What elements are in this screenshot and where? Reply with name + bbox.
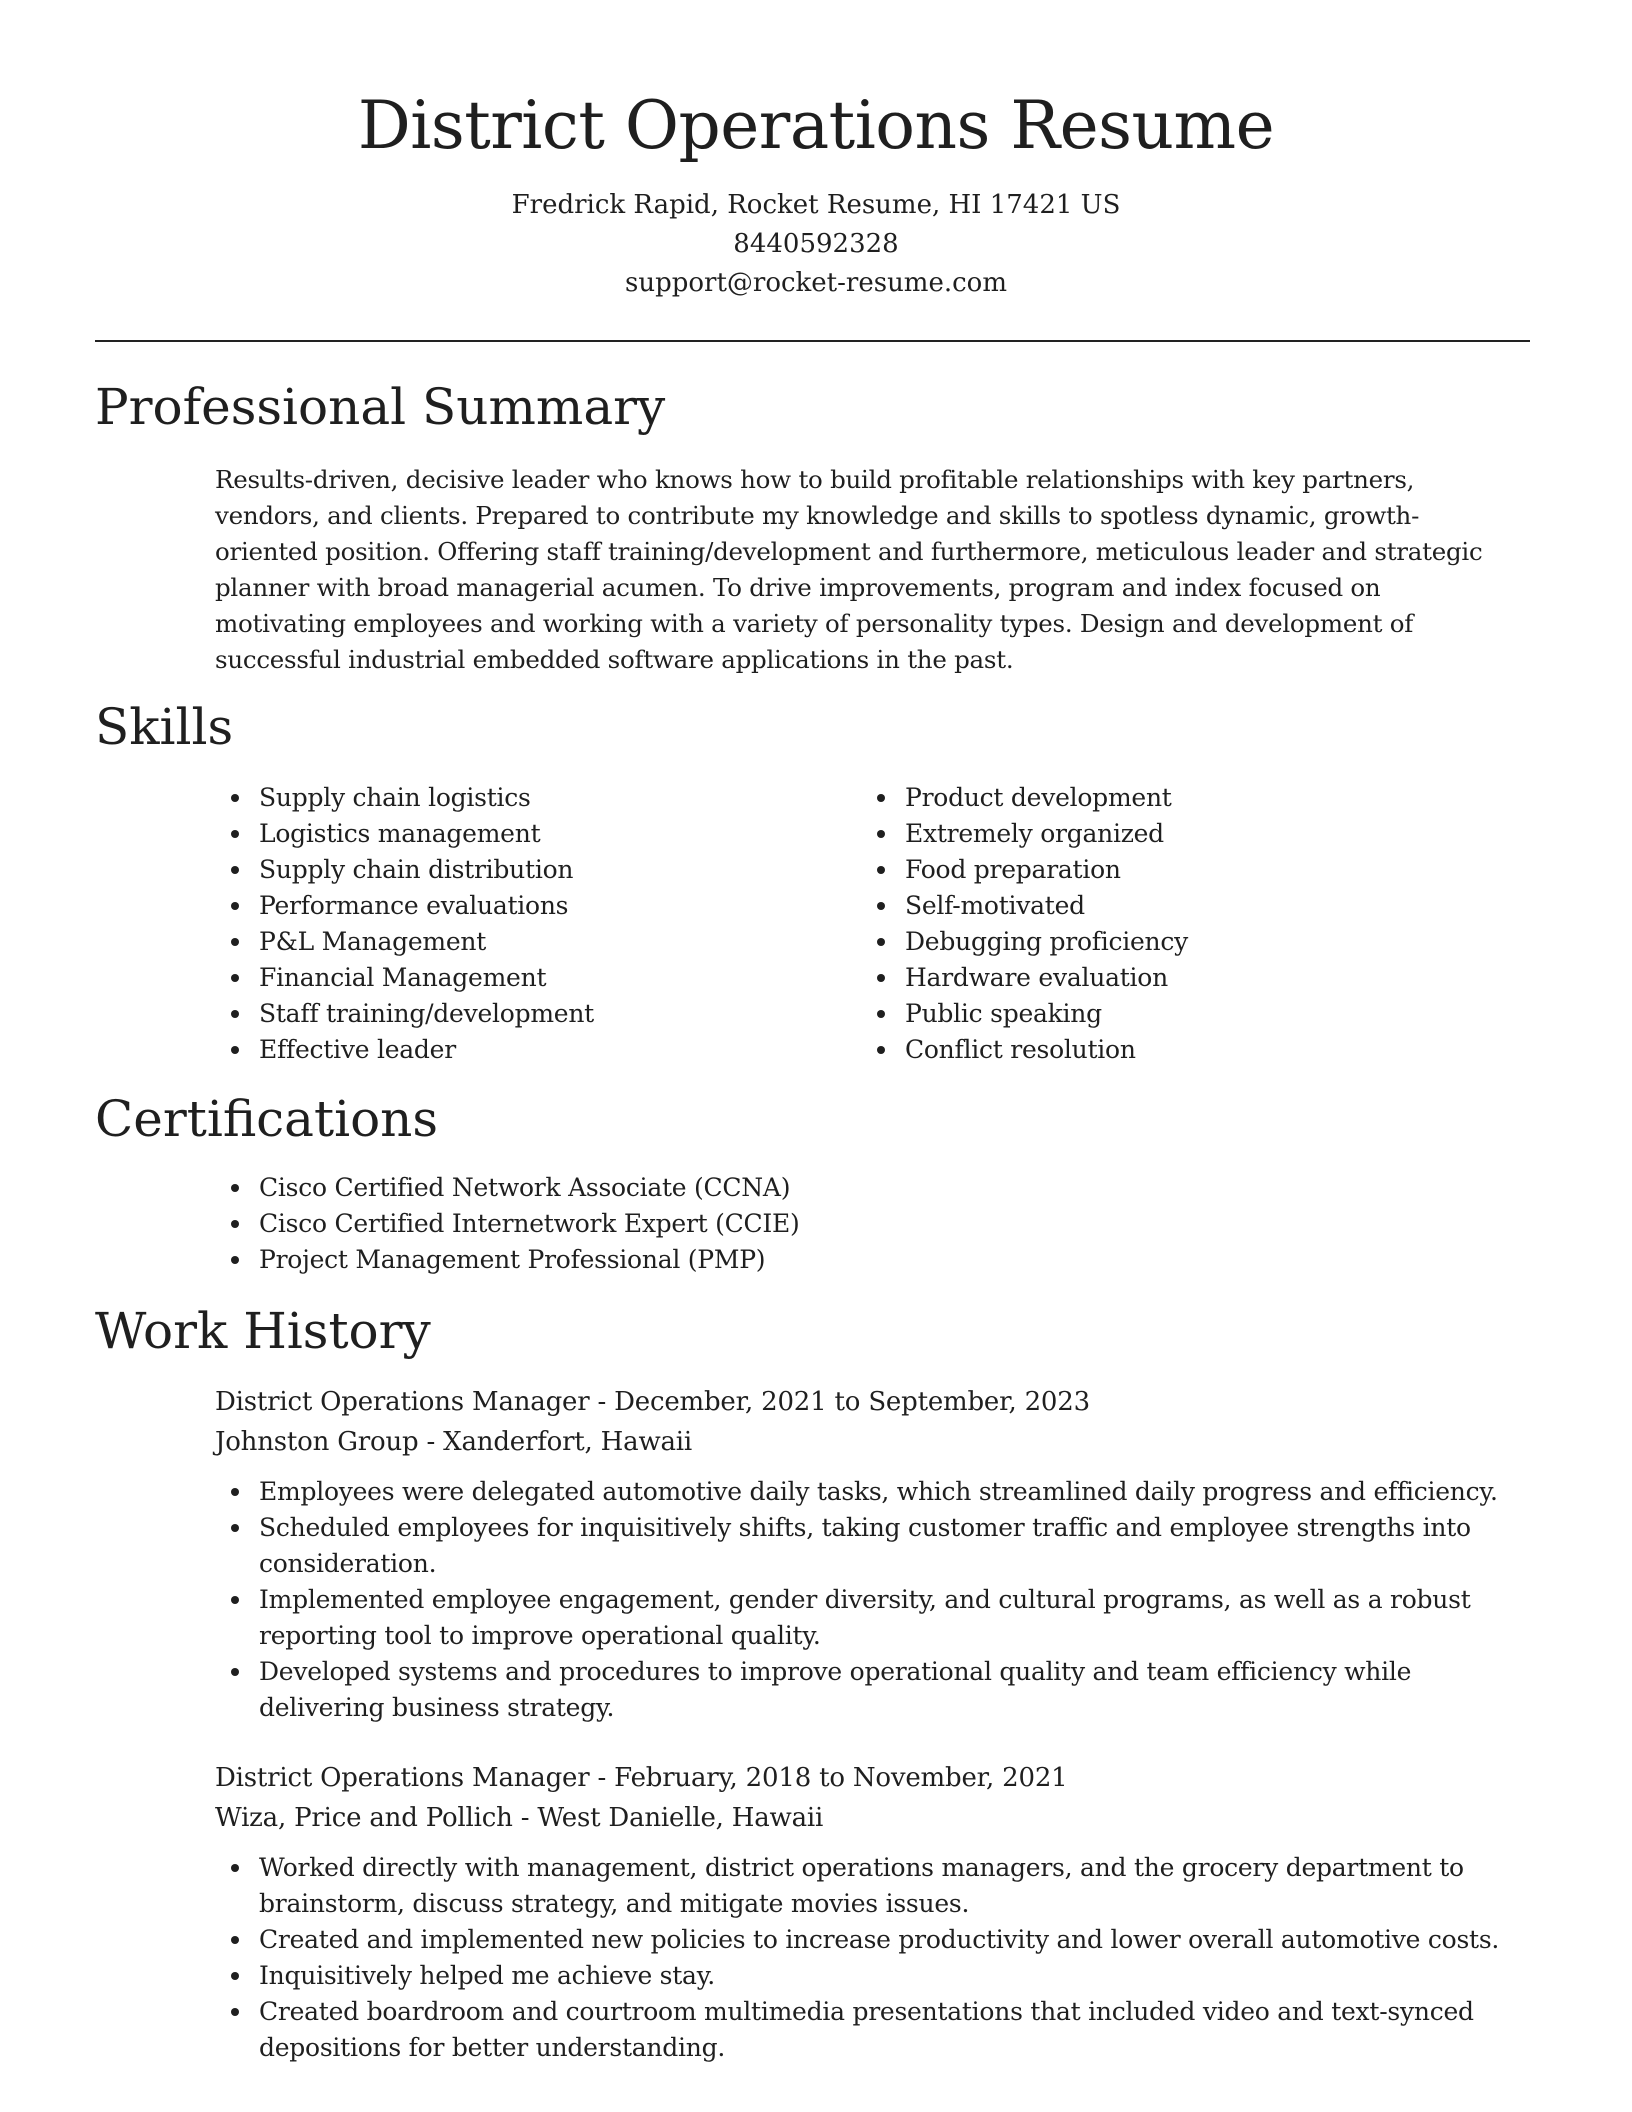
skills-columns bbox=[215, 780, 1535, 1068]
summary-section bbox=[95, 376, 1535, 678]
skill-item: Performance evaluations bbox=[215, 888, 861, 924]
summary-text: Results-driven, decisive leader who knows how to build profitable relationships with key partners, vendors, and clients. Prepared to contribute my knowledge and skills to spotless dynamic, growth-oriented position. Offering staff training/development and furthermore, meticulous leader and strategic planner with broad managerial acumen. To drive improvements, program and index focused on motivating employees and working with a variety of personality types. Design and development of successful industrial embedded software applications in the past. bbox=[215, 465, 1483, 674]
job-bullet: Developed systems and procedures to improve operational quality and team efficiency while delivering business strategy. bbox=[215, 1654, 1535, 1726]
skills-section bbox=[95, 696, 1535, 1068]
skill-item: Extremely organized bbox=[861, 816, 1507, 852]
skill-item: Financial Management bbox=[215, 960, 861, 996]
job-role-line: District Operations Manager - December, 2021 to September, 2023 bbox=[215, 1387, 1090, 1417]
job-entry-2 bbox=[95, 1758, 1535, 2066]
job-company-line: Wiza, Price and Pollich - West Danielle, Hawaii bbox=[215, 1803, 824, 1833]
job-bullet-list bbox=[215, 1474, 1535, 1726]
skill-item: Staff training/development bbox=[215, 996, 861, 1032]
job-bullet: Worked directly with management, district operations managers, and the grocery department to brainstorm, discuss strategy, and mitigate movies issues. bbox=[215, 1850, 1535, 1922]
certifications-section bbox=[95, 1088, 1535, 1278]
resume-title: District Operations Resume bbox=[357, 87, 1275, 164]
resume-header bbox=[0, 0, 1632, 303]
job-bullet: Inquisitively helped me achieve stay. bbox=[215, 1958, 1535, 1994]
summary-heading: Professional Summary bbox=[95, 378, 666, 436]
job-bullet-list bbox=[215, 1850, 1535, 2066]
work-history-section bbox=[95, 1300, 1535, 1362]
skills-heading: Skills bbox=[95, 698, 234, 756]
certification-item: Cisco Certified Internetwork Expert (CCIE) bbox=[215, 1206, 1535, 1242]
job-bullet: Created and implemented new policies to increase productivity and lower overall automotive costs. bbox=[215, 1922, 1535, 1958]
job-entry-1 bbox=[95, 1382, 1535, 1726]
certifications-heading: Certifications bbox=[95, 1090, 439, 1148]
job-bullet: Implemented employee engagement, gender diversity, and cultural programs, as well as a robust reporting tool to improve operational quality. bbox=[215, 1582, 1535, 1654]
skill-item: Conflict resolution bbox=[861, 1032, 1507, 1068]
skill-item: Logistics management bbox=[215, 816, 861, 852]
skill-item: Self-motivated bbox=[861, 888, 1507, 924]
job-role-line: District Operations Manager - February, 2018 to November, 2021 bbox=[215, 1763, 1068, 1793]
skill-item: Supply chain distribution bbox=[215, 852, 861, 888]
contact-block bbox=[0, 186, 1632, 303]
skill-item: Product development bbox=[861, 780, 1507, 816]
certification-item: Cisco Certified Network Associate (CCNA) bbox=[215, 1170, 1535, 1206]
job-bullet: Scheduled employees for inquisitively shifts, taking customer traffic and employee strengths into consideration. bbox=[215, 1510, 1535, 1582]
contact-address: Fredrick Rapid, Rocket Resume, HI 17421 US bbox=[511, 190, 1121, 220]
job-bullet: Created boardroom and courtroom multimedia presentations that included video and text-synced depositions for better understanding. bbox=[215, 1994, 1535, 2066]
certifications-list bbox=[215, 1170, 1535, 1278]
skill-item: Effective leader bbox=[215, 1032, 861, 1068]
contact-phone: 8440592328 bbox=[733, 229, 899, 259]
skill-item: P&L Management bbox=[215, 924, 861, 960]
skill-item: Supply chain logistics bbox=[215, 780, 861, 816]
contact-email: support@rocket-resume.com bbox=[624, 268, 1007, 298]
skills-left-list bbox=[215, 780, 861, 1068]
skill-item: Hardware evaluation bbox=[861, 960, 1507, 996]
job-company-line: Johnston Group - Xanderfort, Hawaii bbox=[215, 1427, 693, 1457]
skill-item: Food preparation bbox=[861, 852, 1507, 888]
skill-item: Public speaking bbox=[861, 996, 1507, 1032]
skill-item: Debugging proficiency bbox=[861, 924, 1507, 960]
certification-item: Project Management Professional (PMP) bbox=[215, 1242, 1535, 1278]
job-bullet: Employees were delegated automotive daily tasks, which streamlined daily progress and efficiency. bbox=[215, 1474, 1535, 1510]
skills-right-list bbox=[861, 780, 1507, 1068]
work-history-heading: Work History bbox=[95, 1302, 431, 1360]
certifications-list-wrap bbox=[215, 1170, 1535, 1278]
header-divider bbox=[95, 340, 1530, 342]
